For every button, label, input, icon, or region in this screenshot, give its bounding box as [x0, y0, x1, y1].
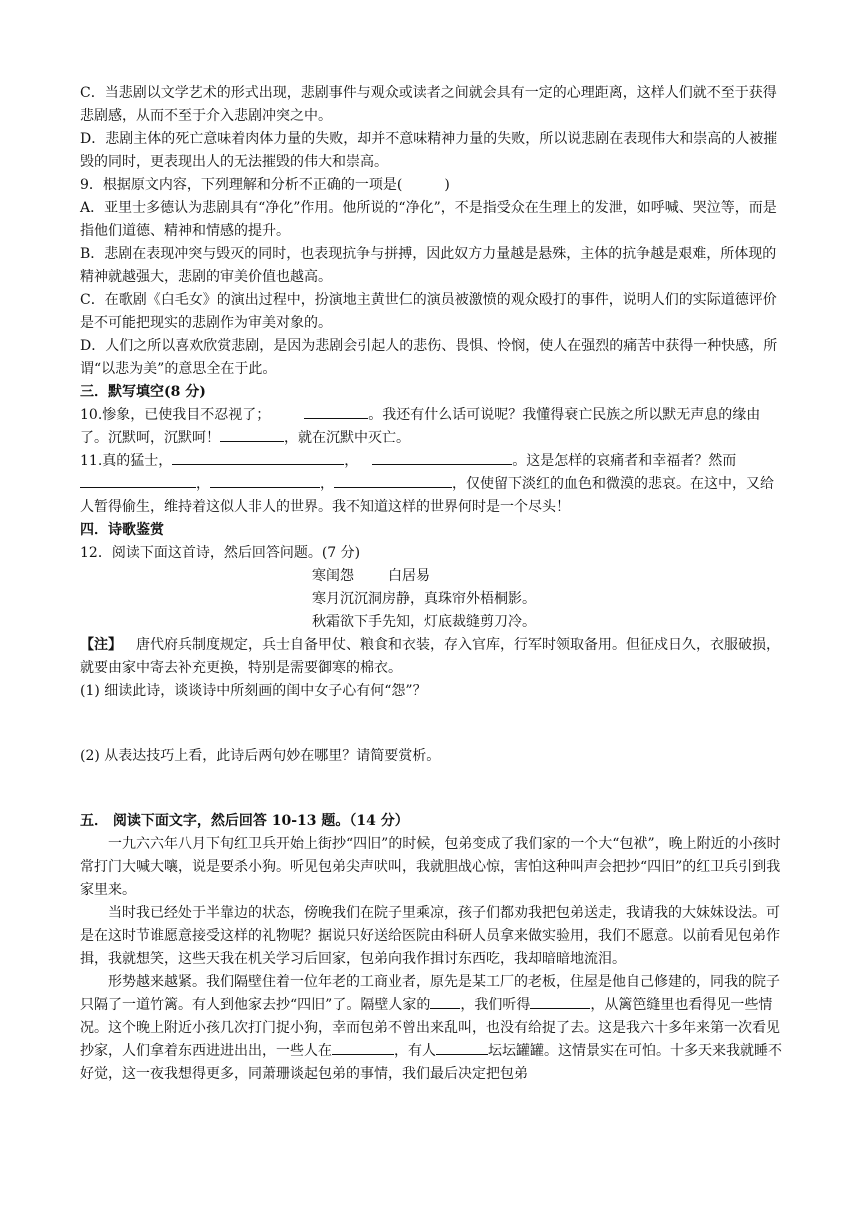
poem-author: 白居易 [388, 568, 430, 584]
q9-option-b: B．悲剧在表现冲突与毁灭的同时，也表现抗争与拼搏，因此奴方力量越是悬殊，主体的抗争越是艰难，所体现的精神就越强大，悲剧的审美价值也越高。 [80, 246, 777, 285]
p3-text-a: 形势越来越紧。我们隔壁住着一位年老的工商业者，原先是某工厂的老板，住屋是他自己修建的，同我的院子只隔了一道竹篱。有人到他家去抄“四旧”了。隔壁人家的 [80, 974, 780, 1013]
p3-text-e: 坛坛罐罐。这情景实在可怕。十多天来我就睡不好觉，这一夜我想得更多，同萧珊谈起包弟的事情，我们最后决定把包弟 [80, 1043, 782, 1082]
passage-paragraph-3 [80, 971, 782, 1086]
q9-option-c: C．在歌剧《白毛女》的演出过程中，扮演地主黄世仁的演员被激愤的观众殴打的事件，说明人们的实际道德评价是不可能把现实的悲剧作为审美对象的。 [80, 292, 777, 331]
q8-option-c: C．当悲剧以文学艺术的形式出现，悲剧事件与观众或读者之间就会具有一定的心理距离，这样人们就不至于获得悲剧感，从而不至于介入悲剧冲突之中。 [80, 85, 777, 124]
q11-text-d: ， [196, 476, 210, 492]
p3-text-d: ，有人 [394, 1043, 436, 1059]
q11-blank-2[interactable] [372, 450, 512, 465]
p3-text-b: ，我们听得 [460, 997, 531, 1013]
poem-note [80, 634, 782, 680]
poem-title-line [80, 565, 782, 588]
q10-blank-2[interactable] [220, 427, 284, 442]
q11-blank-3[interactable] [80, 473, 196, 488]
exam-page [80, 82, 782, 1086]
q12-sub2: (2) 从表达技巧上看，此诗后两句妙在哪里？请简要赏析。 [80, 748, 441, 764]
note-text: 唐代府兵制度规定，兵士自备甲仗、粮食和衣装，存入官库，行军时领取备用。但征戍日久，衣服破损，就要由家中寄去补充更换，特别是需要御寒的棉衣。 [80, 637, 780, 676]
q11 [80, 450, 782, 519]
q9-stem: 9．根据原文内容，下列理解和分析不正确的一项是( ) [80, 177, 450, 193]
q12-stem: 12．阅读下面这首诗，然后回答问题。(7 分) [80, 545, 361, 561]
poem-title: 寒闺怨 [312, 568, 354, 584]
passage-paragraph-1: 一九六六年八月下旬红卫兵开始上街抄“四旧”的时候，包弟变成了我们家的一个大“包袱”，晚上附近的小孩时常打门大喊大嚷，说是要杀小狗。听见包弟尖声吠叫，我就胆战心惊，害怕这种叫声会把抄“四旧”的红卫兵引到我家里来。 [80, 836, 781, 898]
p3-blank-1[interactable] [430, 994, 460, 1009]
answer-space-2[interactable] [80, 768, 782, 810]
section4-heading: 四．诗歌鉴赏 [80, 522, 164, 538]
p3-blank-2[interactable] [530, 994, 590, 1009]
q8-option-d: D．悲剧主体的死亡意味着肉体力量的失败，却并不意味精神力量的失败，所以说悲剧在表现伟大和崇高的人被摧毁的同时，更表现出人的无法摧毁的伟大和崇高。 [80, 131, 778, 170]
poem-line-2: 秋霜欲下手先知，灯底裁缝剪刀冷。 [312, 614, 536, 630]
answer-space-1[interactable] [80, 703, 782, 745]
q9-option-d: D．人们之所以喜欢欣赏悲剧，是因为悲剧会引起人的悲伤、畏惧、怜悯，使人在强烈的痛苦中获得一种快感，所谓“以悲为美”的意思全在于此。 [80, 338, 778, 377]
q10-text-a: 10.惨象，已使我目不忍视了； [80, 407, 271, 423]
poem-line-1: 寒月沉沉洞房静，真珠帘外梧桐影。 [312, 591, 536, 607]
q10-text-b: 。我还有什么话可说呢？我懂得衰亡民族之所以默无声息的缘由了。沉默呵，沉默呵！ [80, 407, 761, 446]
section5-heading: 五． 阅读下面文字，然后回答 10-13 题。（14 分） [80, 813, 409, 829]
p3-text-c: ，从篱笆缝里也看得见一些情况。这个晚上附近小孩几次打门捉小狗，幸而包弟不曾出来乱叫，也没有给捉了去。这是我六十多年来第一次看见抄家，人们拿着东西进进出出，一些人在 [80, 997, 780, 1059]
section3-heading: 三．默写填空(8 分) [80, 384, 206, 400]
q9-option-a: A．亚里士多德认为悲剧具有“净化”作用。他所说的“净化”，不是指受众在生理上的发泄，如呼喊、哭泣等，而是指他们道德、精神和情感的提升。 [80, 200, 777, 239]
q11-text-f: ，仅使留下淡红的血色和微漠的悲哀。在这中，又给人暂得偷生，维持着这似人非人的世界。我不知道这样的世界何时是一个尽头！ [80, 476, 774, 515]
q11-text-b: ， [344, 453, 359, 469]
q10 [80, 404, 782, 450]
q11-text-e: ， [320, 476, 334, 492]
q10-blank-1[interactable] [304, 404, 368, 419]
p3-blank-3[interactable] [332, 1040, 394, 1055]
q12-sub1: (1) 细读此诗，谈谈诗中所刻画的闺中女子心有何“怨”？ [80, 683, 427, 699]
passage-paragraph-2: 当时我已经处于半靠边的状态，傍晚我们在院子里乘凉，孩子们都劝我把包弟送走，我请我的大妹妹设法。可是在这时节谁愿意接受这样的礼物呢？据说只好送给医院由科研人员拿来做实验用，我们不愿意。以前看见包弟作揖，我就想笑，这些天我在机关学习后回家，包弟向我作揖讨东西吃，我却暗暗地流泪。 [80, 905, 780, 967]
q11-text-a: 11.真的猛士， [80, 453, 173, 469]
note-label: 【注】 [80, 637, 122, 653]
q11-text-c: 。这是怎样的哀痛者和幸福者？然而 [512, 453, 737, 469]
p3-blank-4[interactable] [436, 1040, 488, 1055]
q11-blank-4[interactable] [210, 473, 320, 488]
q11-blank-5[interactable] [334, 473, 452, 488]
q10-text-c: ，就在沉默中灭亡。 [284, 430, 410, 446]
q11-blank-1[interactable] [172, 450, 344, 465]
